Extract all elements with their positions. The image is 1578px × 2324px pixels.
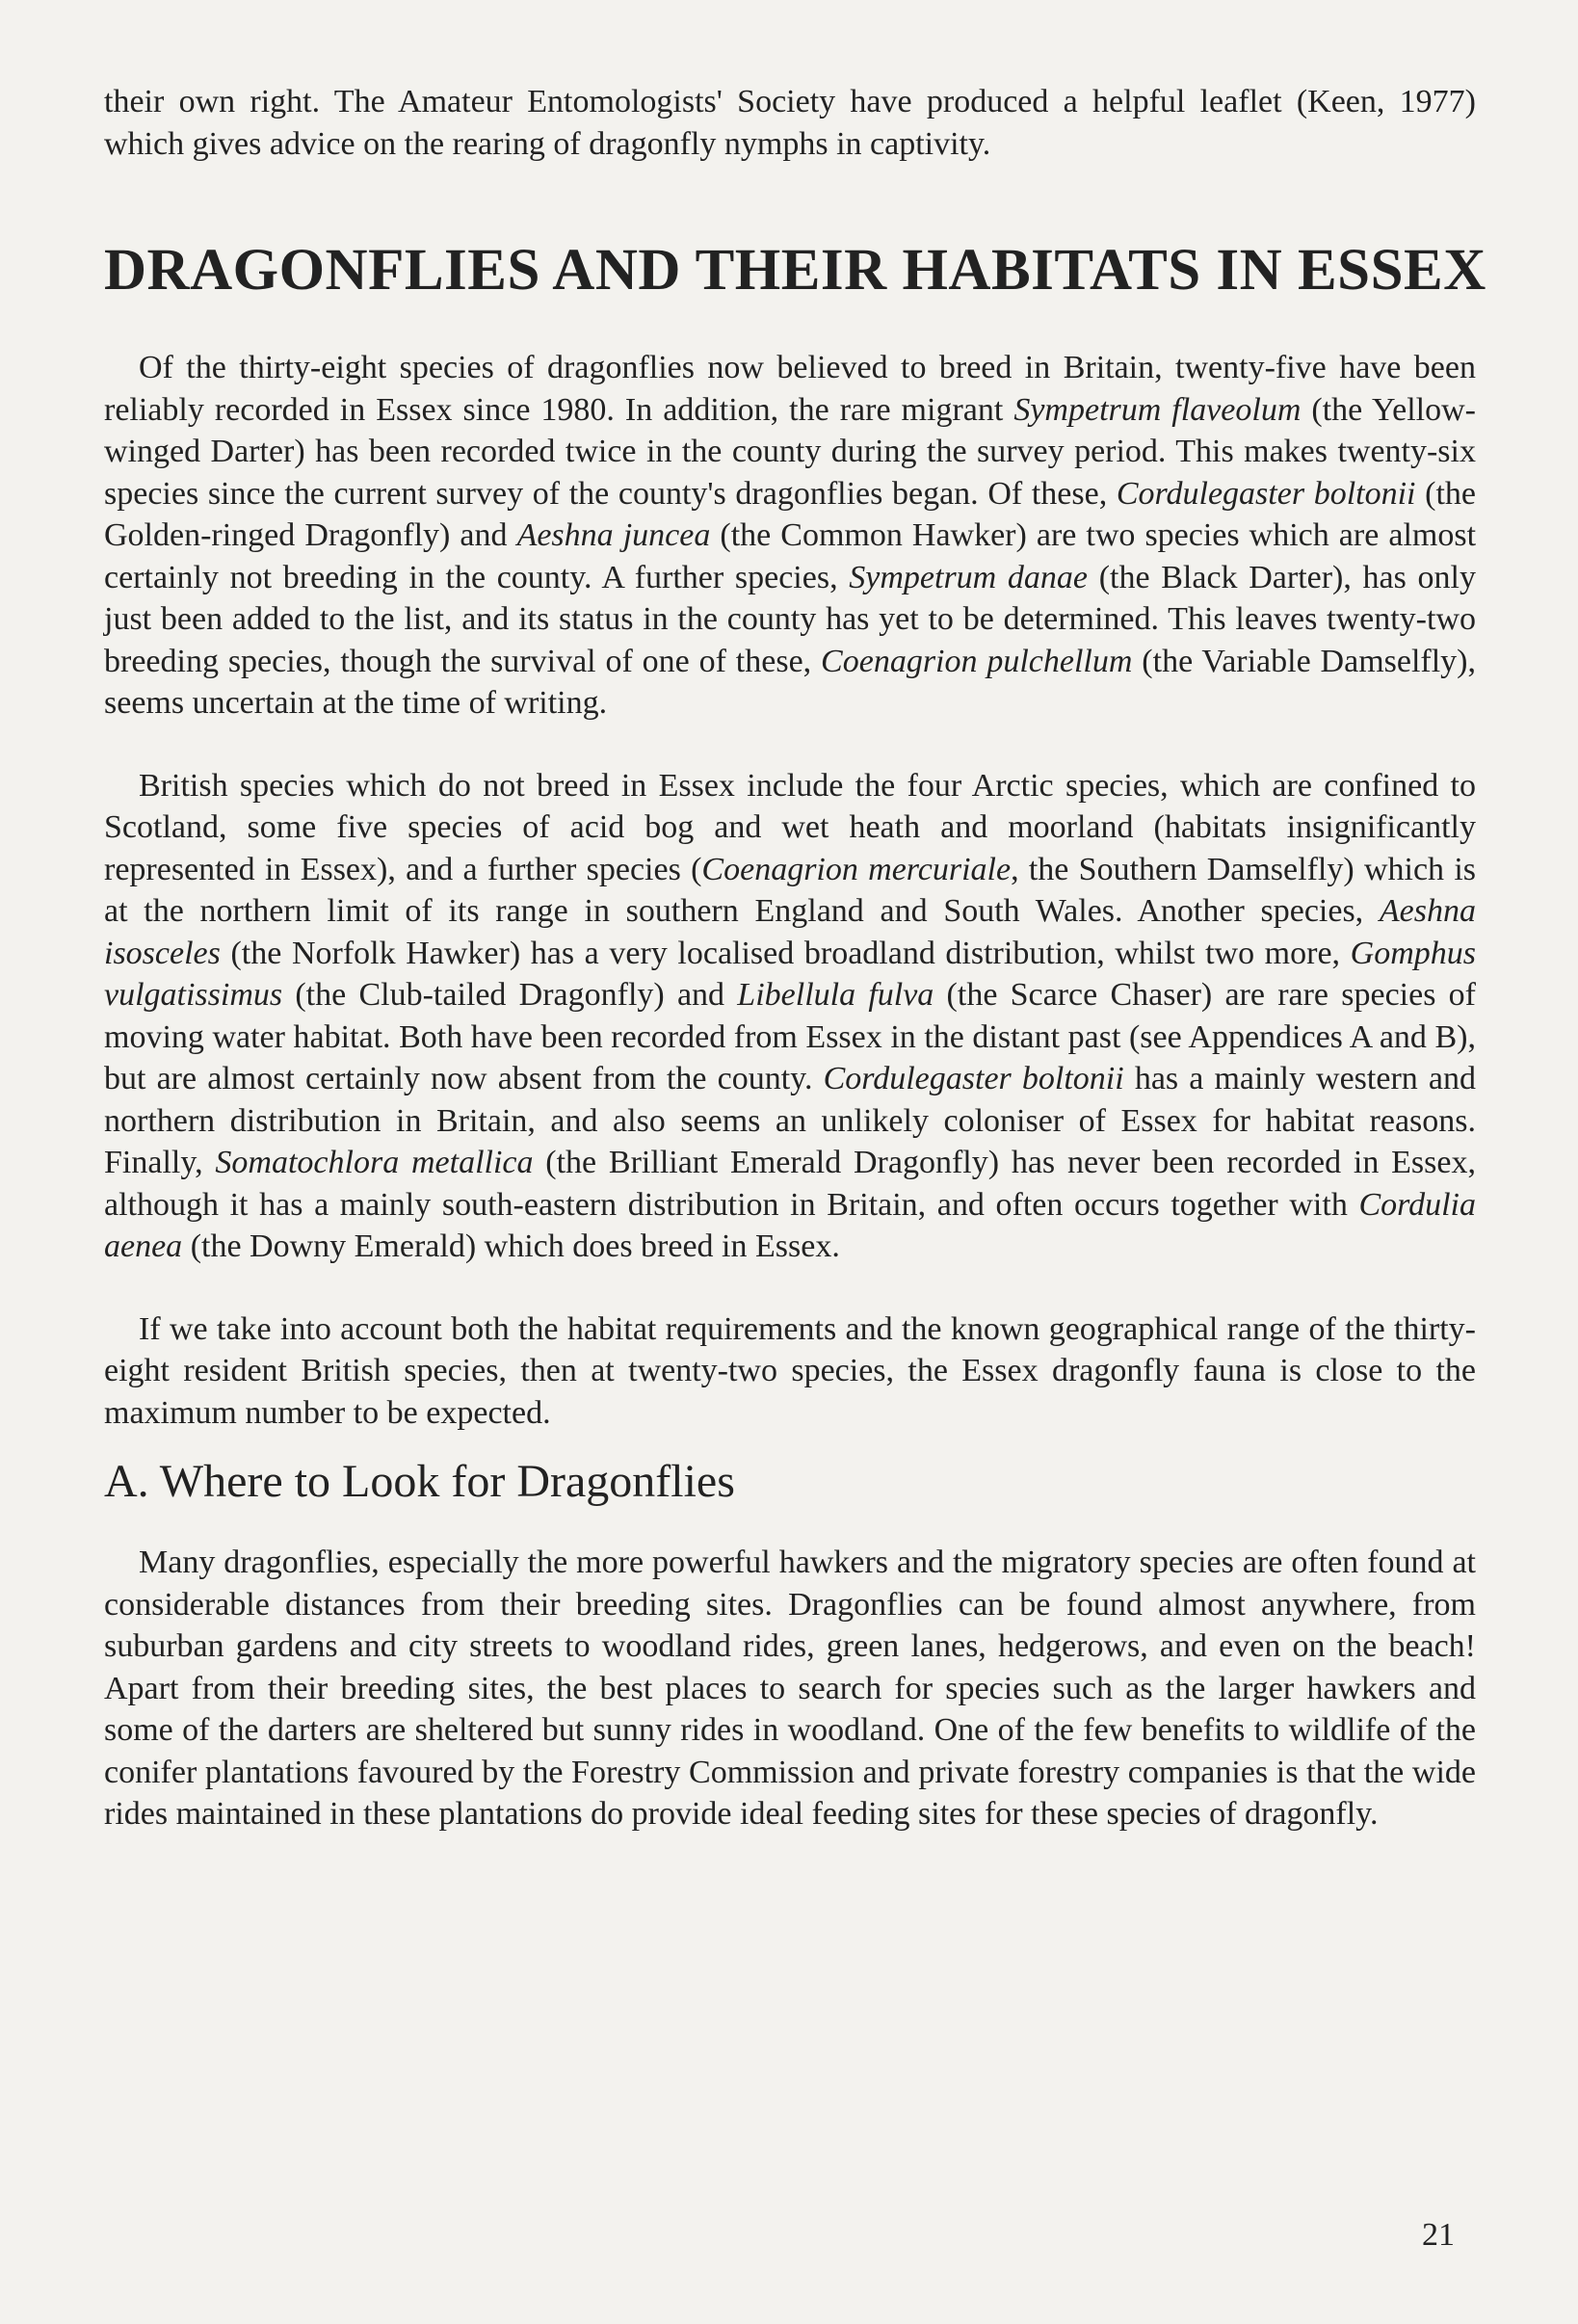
text-run: (the Club-tailed Dragonfly) and	[282, 977, 738, 1013]
text-run: (the Variable Damselfly), seems uncertain at the time of writing.	[104, 643, 1477, 721]
species-name: Coenagrion pulchellum	[821, 643, 1133, 679]
text-run: , the Southern Damselfly) which is at the northern limit of its range in southern England and South Wales. Another species,	[104, 851, 1476, 929]
species-name: Sympetrum flaveolum	[1013, 391, 1302, 428]
species-name: Aeshna isosceles	[104, 893, 1476, 971]
text-run: (the Golden-ringed Dragonfly) and	[104, 475, 1476, 553]
text-run: has a mainly western and northern distribution in Britain, and also seems an unlikely coloniser of Essex for habitat reasons. Finally,	[104, 1061, 1476, 1180]
species-name: Somatochlora metallica	[215, 1145, 534, 1180]
intro-paragraph: their own right. The Amateur Entomologists' Society have produced a helpful leaflet (Keen, 1977) which gives advice on the rearing of dragonfly nymphs in captivity.	[104, 84, 1476, 162]
species-name: Libellula fulva	[737, 977, 934, 1013]
text-run: (the Black Darter), has only just been added to the list, and its status in the county has yet to be determined. This leaves twenty-two breeding species, though the survival of one of these,	[104, 559, 1476, 679]
species-name: Coenagrion mercuriale	[701, 851, 1012, 887]
subsection-heading: A. Where to Look for Dragonflies	[104, 1456, 735, 1507]
text-run: (the Yellow-winged Darter) has been recorded twice in the county during the survey period. This makes twenty-six species since the current survey of the county's dragonflies began. Of these,	[104, 391, 1476, 512]
text-run: (the Brilliant Emerald Dragonfly) has never been recorded in Essex, although it has a mainly south-eastern distribution in Britain, and often occurs together with	[104, 1145, 1476, 1223]
species-name: Aeshna juncea	[516, 517, 711, 553]
paragraph-species-recorded	[104, 347, 1476, 725]
text-run: British species which do not breed in Essex include the four Arctic species, which are confined to Scotland, some five species of acid bog and wet heath and moorland (habitats insignificantly represented in Essex), and a further species (	[104, 767, 1476, 887]
species-name: Cordulegaster boltonii	[823, 1061, 1124, 1096]
species-name: Cordulia aenea	[104, 1186, 1476, 1264]
paragraph-fauna-summary: If we take into account both the habitat requirements and the known geographical range of the thirty-eight resident British species, then at twenty-two species, the Essex dragonfly fauna is close to the maximum number to be expected.	[104, 1310, 1476, 1431]
text-run: (the Common Hawker) are two species which are almost certainly not breeding in the county. A further species,	[104, 517, 1477, 595]
paragraph-species-not-breeding	[104, 765, 1476, 1268]
page-content	[104, 77, 1486, 1835]
text-run: (the Downy Emerald) which does breed in Essex.	[182, 1228, 840, 1264]
text-run: (the Norfolk Hawker) has a very localised broadland distribution, whilst two more,	[220, 935, 1351, 971]
species-name: Cordulegaster boltonii	[1116, 475, 1416, 512]
text-run: (the Scarce Chaser) are rare species of moving water habitat. Both have been recorded from Essex in the distant past (see Appendices A and B), but are almost certainly now absent from the county.	[104, 977, 1476, 1096]
paragraph-where-to-look: Many dragonflies, especially the more powerful hawkers and the migratory species are often found at considerable distances from their breeding sites. Dragonflies can be found almost anywhere, from suburban gardens and city streets to woodland rides, green lanes, hedgerows, and even on the beach! Apart from their breeding sites, the best places to search for species such as the larger hawkers and some of the darters are sheltered but sunny rides in woodland. One of the few benefits to wildlife of the conifer plantations favoured by the Forestry Commission and private forestry companies is that the wide rides maintained in these plantations do provide ideal feeding sites for these species of dragonfly.	[104, 1545, 1476, 1832]
page-number: 21	[1422, 2217, 1455, 2253]
text-run: Of the thirty-eight species of dragonflies now believed to breed in Britain, twenty-five have been reliably recorded in Essex since 1980. In addition, the rare migrant	[104, 350, 1476, 428]
species-name: Sympetrum danae	[849, 559, 1089, 595]
species-name: Gomphus vulgatissimus	[104, 935, 1476, 1013]
section-heading: DRAGONFLIES AND THEIR HABITATS IN ESSEX	[104, 238, 1486, 303]
